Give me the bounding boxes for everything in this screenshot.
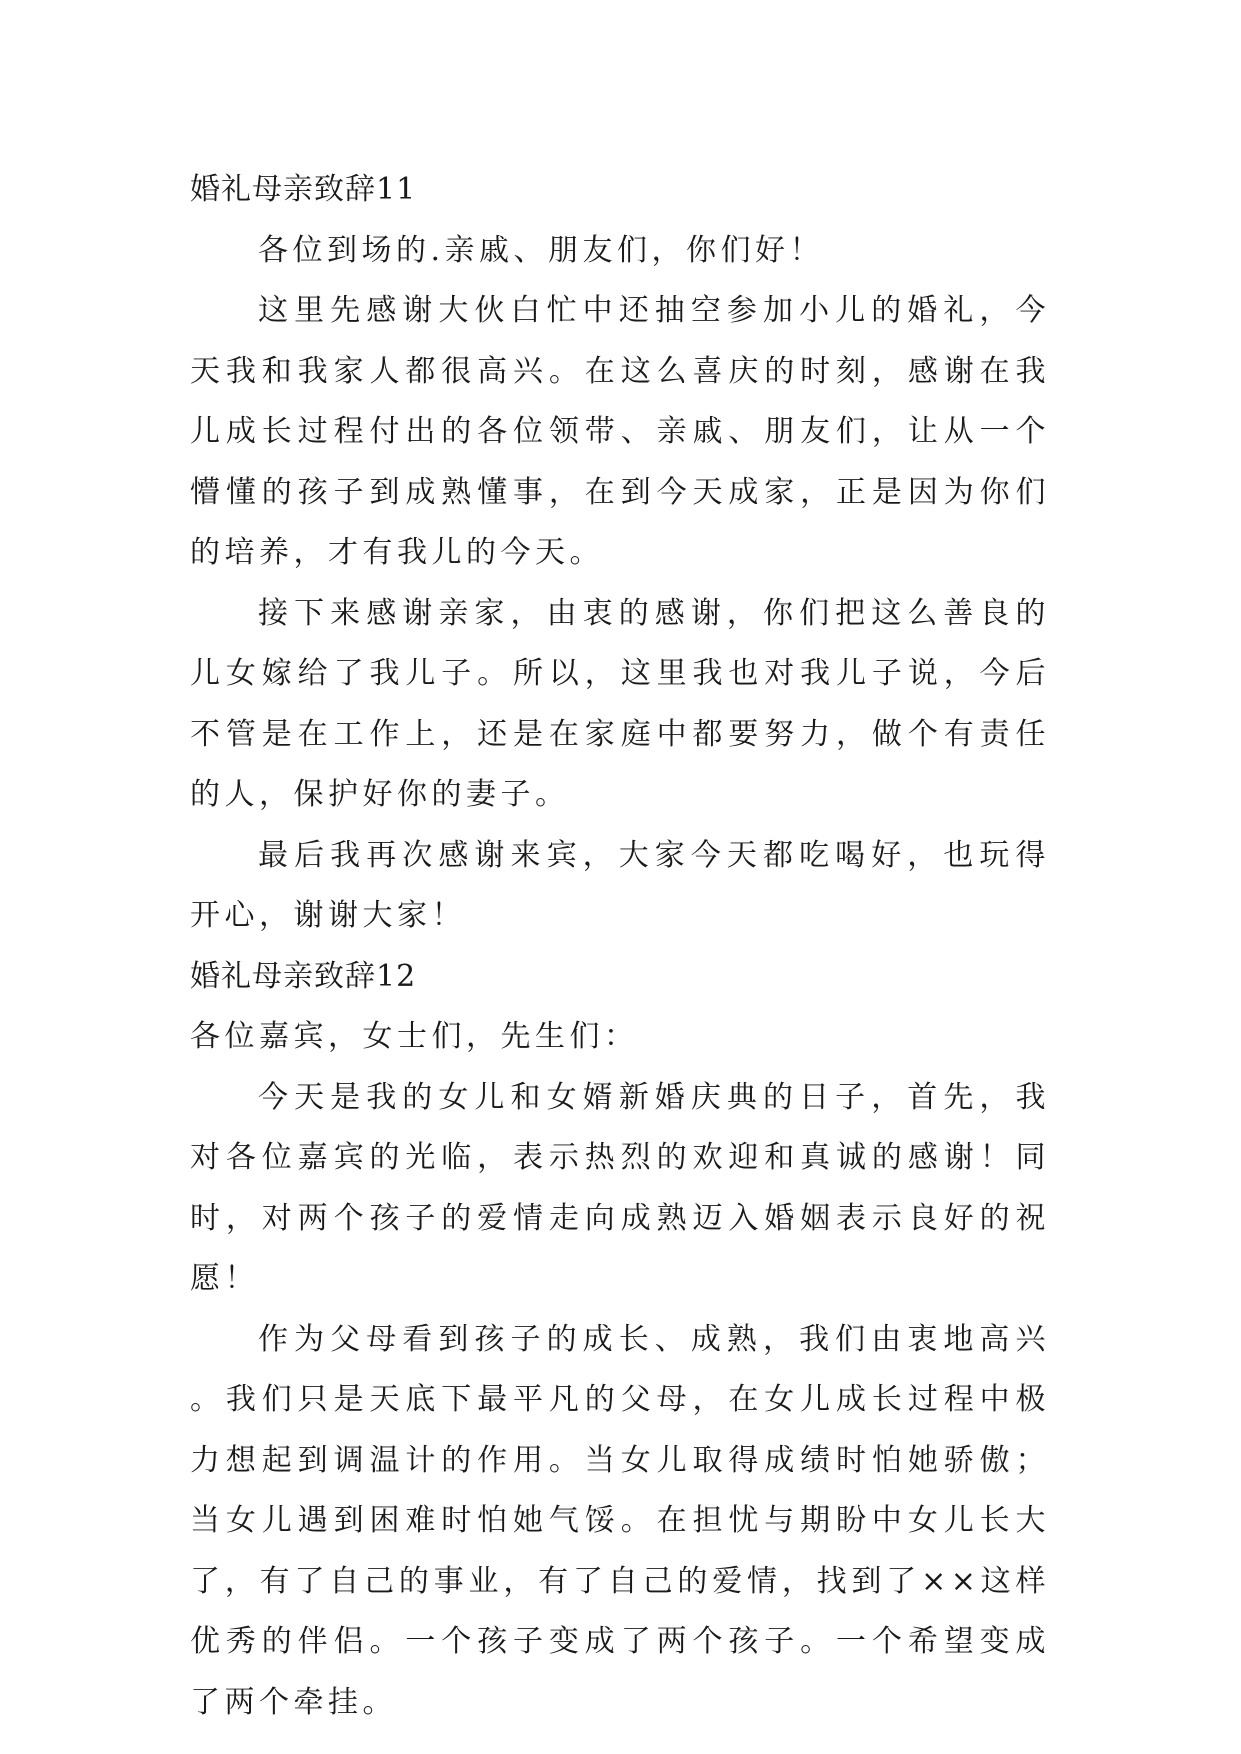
document-page bbox=[190, 160, 1050, 1733]
section-heading-12: 婚礼母亲致辞12 bbox=[190, 958, 417, 994]
greeting-paragraph: 各位到场的.亲戚、朋友们，你们好！ bbox=[258, 232, 825, 268]
salutation-line: 各位嘉宾，女士们，先生们： bbox=[190, 1019, 639, 1054]
body-paragraph: 接下来感谢亲家，由衷的感谢，你们把这么善良的儿女嫁给了我儿子。所以，这里我也对我儿子说，今后不管是在工作上，还是在家庭中都要努力，做个有责任的人，保护好你的妻子。 bbox=[190, 595, 1050, 812]
section-heading-11: 婚礼母亲致辞11 bbox=[190, 172, 417, 207]
closing-paragraph: 最后我再次感谢来宾，大家今天都吃喝好，也玩得开心，谢谢大家！ bbox=[190, 837, 1050, 933]
body-paragraph: 今天是我的女儿和女婿新婚庆典的日子，首先，我对各位嘉宾的光临，表示热烈的欢迎和真诚的感谢！同时，对两个孩子的爱情走向成熟迈入婚姻表示良好的祝愿！ bbox=[190, 1079, 1050, 1296]
body-paragraph: 作为父母看到孩子的成长、成熟，我们由衷地高兴。我们只是天底下最平凡的父母，在女儿成长过程中极力想起到调温计的作用。当女儿取得成绩时怕她骄傲；当女儿遇到困难时怕她气馁。在担忧与期盼中女儿长大了，有了自己的事业，有了自己的爱情，找到了××这样优秀的伴侣。一个孩子变成了两个孩子。一个希望变成了两个牵挂。 bbox=[190, 1321, 1050, 1720]
body-paragraph: 这里先感谢大伙白忙中还抽空参加小儿的婚礼，今天我和我家人都很高兴。在这么喜庆的时刻，感谢在我儿成长过程付出的各位领带、亲戚、朋友们，让从一个懵懂的孩子到成熟懂事，在到今天成家，正是因为你们的培养，才有我儿的今天。 bbox=[190, 293, 1050, 570]
